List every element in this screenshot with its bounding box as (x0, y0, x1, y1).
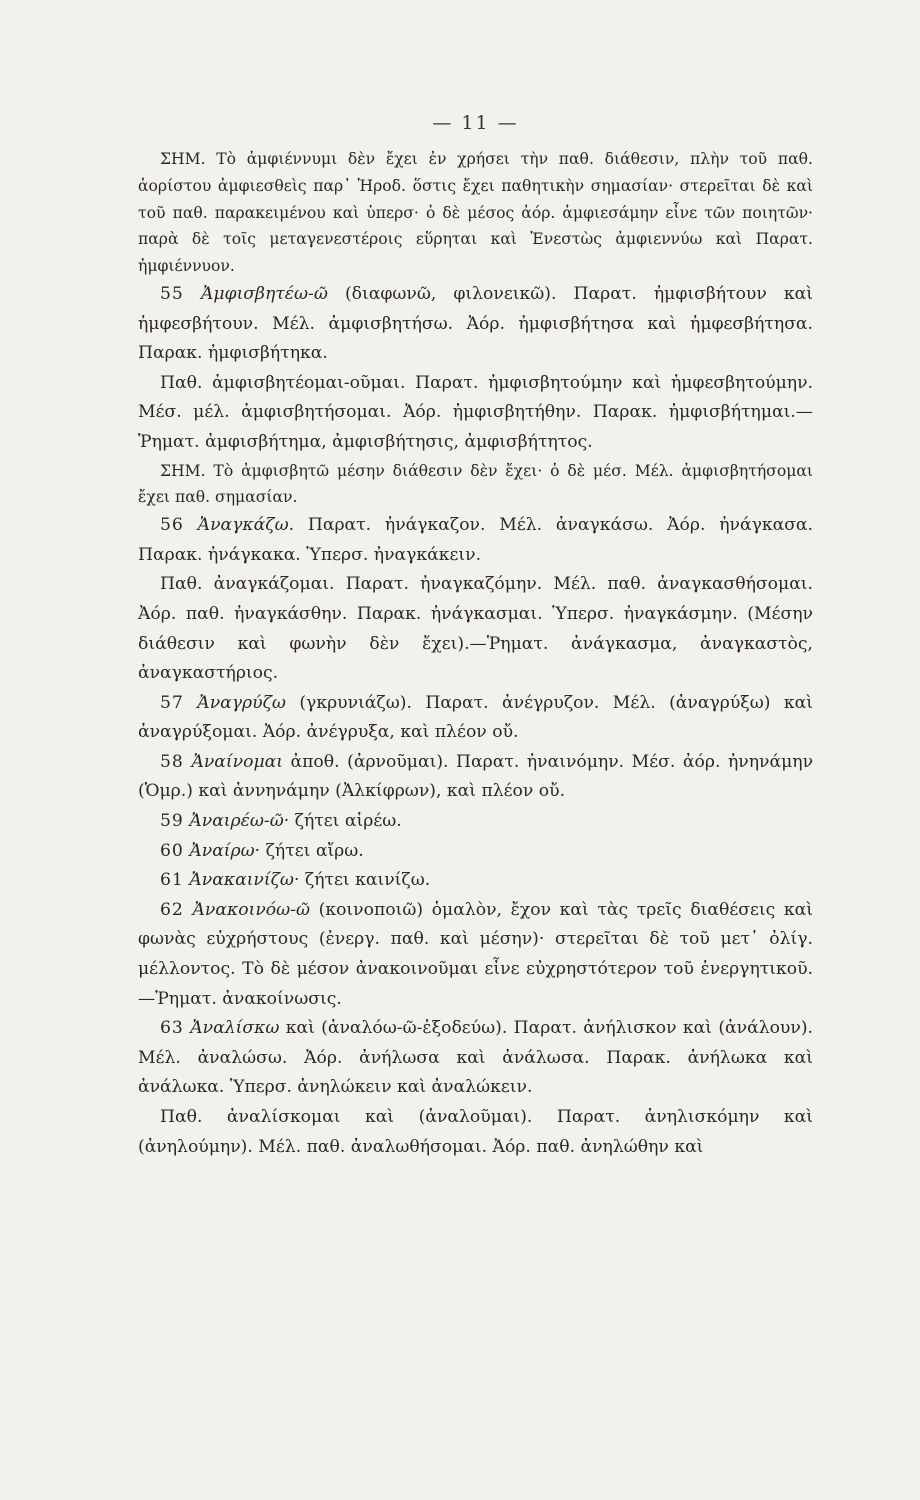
entry-paragraph (138, 896, 813, 1014)
entry-lemma: Ἀνακαινίζω· (189, 870, 300, 891)
paragraph-text: (γκρυνιάζω). Παρατ. ἀνέγρυζον. Μέλ. (ἀναγρύξω) καὶ ἀναγρύξομαι. Ἀόρ. ἀνέγρυξα, καὶ πλέον οὔ. (138, 692, 813, 743)
entry-lemma: Ἀναλίσκω (190, 1018, 280, 1039)
entry-paragraph (138, 1014, 813, 1103)
paragraph-text: Παθ. ἀναλίσκομαι καὶ (ἀναλοῦμαι). Παρατ. ἀνηλισκόμην καὶ (ἀνηλούμην). Μέλ. παθ. ἀναλωθήσομαι. Ἀόρ. παθ. ἀνηλώθην καὶ (138, 1107, 813, 1157)
entry-lemma: Ἀναγρύζω (197, 692, 286, 713)
page-number: — 11 — (432, 112, 519, 134)
entry-paragraph (138, 866, 813, 896)
paragraph-text: ζήτει αἱρέω. (294, 811, 402, 832)
entry-paragraph (138, 1103, 813, 1162)
entry-number: 62 (160, 899, 184, 920)
entry-lemma: Ἀνακοινόω-ῶ (192, 899, 310, 920)
paragraph-text: (διαφωνῶ, φιλονεικῶ). Παρατ. ἠμφισβήτουν καὶ ἠμφεσβήτουν. Μέλ. ἀμφισβητήσω. Ἀόρ. ἠμφισβήτησα καὶ ἠμφεσβήτησα. Παρακ. ἠμφισβήτηκα. (138, 283, 813, 364)
paragraph-text: ΣΗΜ. Τὸ ἀμφισβητῶ μέσην διάθεσιν δὲν ἔχει· ὁ δὲ μέσ. Μέλ. ἀμφισβητήσομαι ἔχει παθ. σημασίαν. (138, 461, 813, 507)
note-paragraph (138, 458, 813, 512)
paragraph-text: ζήτει αἴρω. (265, 840, 364, 861)
entry-paragraph (138, 748, 813, 807)
entry-paragraph (138, 837, 813, 867)
entry-lemma: Ἀναίνομαι (191, 751, 283, 772)
paragraph-text: Παθ. ἀναγκάζομαι. Παρατ. ἠναγκαζόμην. Μέλ. παθ. ἀναγκασθήσομαι. Ἀόρ. παθ. ἠναγκάσθην. Παρακ. ἠνάγκασμαι. Ὑπερσ. ἠναγκάσμην. (Μέσην διάθεσιν καὶ φωνὴν δὲν ἔχει).—Ῥηματ. ἀνάγκασμα, ἀναγκαστὸς, ἀναγκαστήριος. (138, 574, 813, 684)
entry-number: 59 (160, 811, 184, 832)
entry-lemma: Ἀναίρω· (189, 840, 261, 861)
paragraph-text: καὶ (ἀναλόω-ῶ-ἐξοδεύω). Παρατ. ἀνήλισκον καὶ (ἀνάλουν). Μέλ. ἀναλώσω. Ἀόρ. ἀνήλωσα καὶ ἀνάλωσα. Παρακ. ἀνήλωκα καὶ ἀνάλωκα. Ὑπερσ. ἀνηλώκειν καὶ ἀναλώκειν. (138, 1018, 814, 1098)
entry-number: 55 (160, 283, 184, 304)
note-paragraph (138, 146, 813, 280)
entry-paragraph (138, 511, 813, 570)
entry-number: 61 (160, 870, 184, 891)
entry-paragraph (138, 689, 813, 748)
paragraph-text: Παρατ. ἠνάγκαζον. Μέλ. ἀναγκάσω. Ἀόρ. ἠνάγκασα. Παρακ. ἠνάγκακα. Ὑπερσ. ἠναγκάκειν. (138, 515, 814, 565)
entry-lemma: Ἀναγκάζω. (197, 515, 295, 536)
paragraph-text: ΣΗΜ. Τὸ ἀμφιέννυμι δὲν ἔχει ἐν χρήσει τὴν παθ. διάθεσιν, πλὴν τοῦ παθ. ἀορίστου ἀμφιεσθεὶς παρ᾽ Ἡροδ. ὅστις ἔχει παθητικὴν σημασίαν· στερεῖται δὲ καὶ τοῦ παθ. παρακειμένου καὶ ὑπερσ· ὁ δὲ μέσος ἀόρ. ἀμφιεσάμην εἶνε τῶν ποιητῶν· παρὰ δὲ τοῖς μεταγενεστέροις εὕρηται καὶ Ἐνεστὼς ἀμφιεννύω καὶ Παρατ. ἠμφιέννυον. (138, 150, 813, 276)
entry-number: 60 (160, 840, 184, 861)
entry-number: 56 (160, 515, 184, 536)
paragraph-text: ἀποθ. (ἀρνοῦμαι). Παρατ. ἠναινόμην. Μέσ. ἀόρ. ἠνηνάμην (Ὁμρ.) καὶ ἀννηνάμην (Ἀλκίφρων), καὶ πλέον οὔ. (138, 751, 814, 802)
book-page (138, 112, 813, 1162)
entry-paragraph (138, 280, 813, 369)
entry-number: 58 (160, 751, 184, 772)
entry-paragraph (138, 807, 813, 837)
entry-number: 57 (160, 692, 184, 713)
paragraph-text: (κοινοποιῶ) ὁμαλὸν, ἔχον καὶ τὰς τρεῖς διαθέσεις καὶ φωνὰς εὐχρήστους (ἐνεργ. παθ. καὶ μέσην)· στερεῖται δὲ τοῦ μετ᾽ ὀλίγ. μέλλοντος. Τὸ δὲ μέσον ἀνακοινοῦμαι εἶνε εὐχρηστότερον τοῦ ἐνεργητικοῦ.—Ῥηματ. ἀνακοίνωσις. (138, 899, 813, 1009)
page-body (138, 146, 813, 1162)
paragraph-text: Παθ. ἀμφισβητέομαι-οῦμαι. Παρατ. ἠμφισβητούμην καὶ ἠμφεσβητούμην. Μέσ. μέλ. ἀμφισβητήσομαι. Ἀόρ. ἠμφισβητήθην. Παρακ. ἠμφισβήτημαι.—Ῥηματ. ἀμφισβήτημα, ἀμφισβήτησις, ἀμφισβήτητος. (138, 372, 813, 452)
entry-number: 63 (160, 1018, 184, 1039)
entry-lemma: Ἀμφισβητέω-ῶ (200, 283, 328, 304)
entry-paragraph (138, 369, 813, 458)
entry-lemma: Ἀναιρέω-ῶ· (189, 811, 290, 832)
entry-paragraph (138, 570, 813, 688)
paragraph-text: ζήτει καινίζω. (304, 870, 431, 891)
